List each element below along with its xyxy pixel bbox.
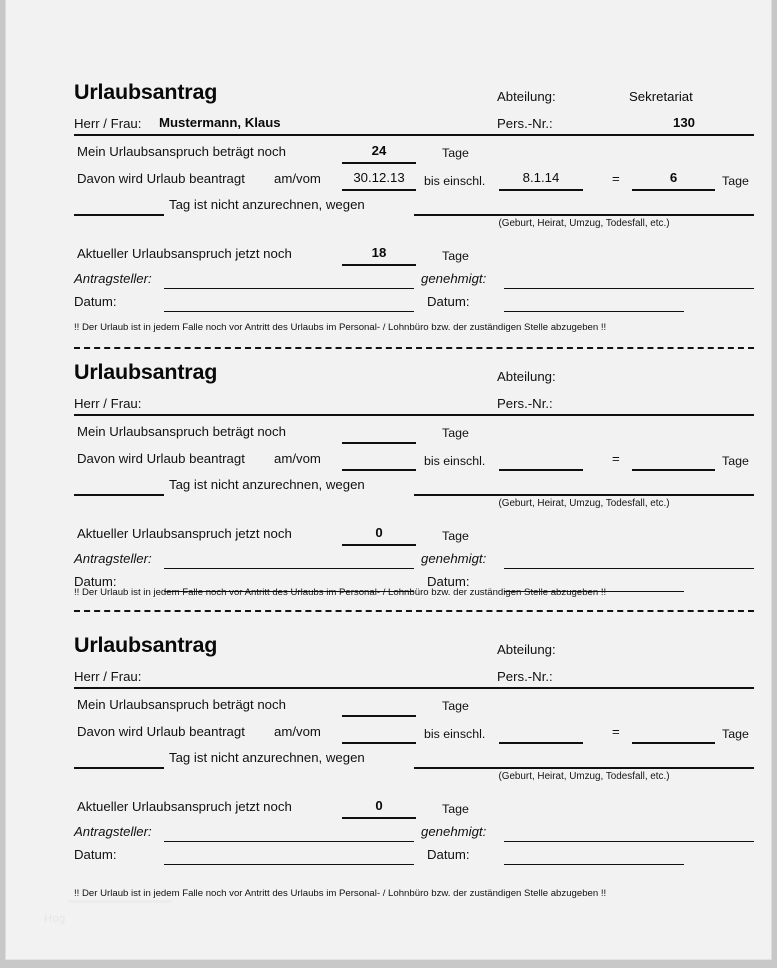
entitlement-days-unit: Tage [442, 426, 469, 440]
total-days-rule [632, 189, 715, 191]
tear-off-separator [74, 610, 754, 612]
personnel-no-value[interactable]: 130 [672, 115, 695, 130]
from-label: am/vom [274, 171, 321, 186]
reason-rule [414, 214, 754, 216]
date-from-rule [342, 742, 416, 744]
form-title: Urlaubsantrag [74, 80, 218, 104]
not-counted-label: Tag ist nicht anzurechnen, wegen [169, 197, 365, 212]
total-days-unit: Tage [722, 454, 749, 468]
requested-label: Davon wird Urlaub beantragt [77, 451, 245, 466]
personnel-no-label: Pers.-Nr.: [497, 116, 553, 131]
current-entitlement-label: Aktueller Urlaubsanspruch jetzt noch [77, 526, 292, 541]
applicant-label: Antragsteller: [74, 824, 152, 839]
applicant-label: Antragsteller: [74, 271, 152, 286]
current-days-value[interactable]: 18 [371, 245, 387, 260]
date-from-rule [342, 189, 416, 191]
personnel-no-label: Pers.-Nr.: [497, 669, 553, 684]
form-title: Urlaubsantrag [74, 633, 218, 657]
form-title: Urlaubsantrag [74, 360, 218, 384]
current-days-unit: Tage [442, 249, 469, 263]
current-days-rule [342, 544, 416, 546]
date-from-value[interactable]: 30.12.13 [353, 170, 405, 185]
submission-notice: !! Der Urlaub ist in jedem Falle noch vor Antritt des Urlaubs im Personal- / Lohnbüro bzw. der zuständigen Stelle abzugeben !! [74, 587, 607, 598]
submission-notice: !! Der Urlaub ist in jedem Falle noch vor Antritt des Urlaubs im Personal- / Lohnbüro bzw. der zuständigen Stelle abzugeben !! [74, 888, 607, 899]
scan-artifact-text: Hog [44, 913, 66, 925]
applicant-date-label: Datum: [74, 574, 117, 589]
total-days-unit: Tage [722, 727, 749, 741]
current-days-unit: Tage [442, 802, 469, 816]
current-days-rule [342, 817, 416, 819]
approved-label: genehmigt: [421, 551, 487, 566]
entitlement-days-value[interactable]: 24 [371, 143, 387, 158]
approver-date-rule [504, 864, 684, 865]
reason-hint: (Geburt, Heirat, Umzug, Todesfall, etc.) [498, 218, 670, 229]
applicant-signature-rule [164, 841, 414, 842]
current-entitlement-label: Aktueller Urlaubsanspruch jetzt noch [77, 246, 292, 261]
department-value[interactable]: Sekretariat [629, 89, 693, 104]
header-divider [74, 134, 754, 136]
approver-date-label: Datum: [427, 574, 470, 589]
approved-label: genehmigt: [421, 824, 487, 839]
not-counted-days-rule [74, 494, 164, 496]
applicant-signature-rule [164, 568, 414, 569]
entitlement-days-unit: Tage [442, 699, 469, 713]
date-from-rule [342, 469, 416, 471]
current-entitlement-label: Aktueller Urlaubsanspruch jetzt noch [77, 799, 292, 814]
entitlement-label: Mein Urlaubsanspruch beträgt noch [77, 697, 286, 712]
entitlement-label: Mein Urlaubsanspruch beträgt noch [77, 144, 286, 159]
department-label: Abteilung: [497, 89, 556, 104]
not-counted-days-rule [74, 767, 164, 769]
header-divider [74, 687, 754, 689]
not-counted-label: Tag ist nicht anzurechnen, wegen [169, 750, 365, 765]
reason-rule [414, 494, 754, 496]
current-days-value[interactable]: 0 [375, 798, 383, 813]
equals-label: = [612, 171, 620, 186]
total-days-rule [632, 469, 715, 471]
entitlement-days-unit: Tage [442, 146, 469, 160]
total-days-value[interactable]: 6 [669, 170, 678, 185]
approver-signature-rule [504, 568, 754, 569]
salutation-label: Herr / Frau: [74, 116, 142, 131]
department-label: Abteilung: [497, 642, 556, 657]
tear-off-separator [74, 347, 754, 349]
entitlement-days-rule [342, 715, 416, 717]
current-days-value[interactable]: 0 [375, 525, 383, 540]
approver-signature-rule [504, 841, 754, 842]
date-until-rule [499, 742, 583, 744]
reason-hint: (Geburt, Heirat, Umzug, Todesfall, etc.) [498, 771, 670, 782]
until-label: bis einschl. [424, 174, 486, 188]
requested-label: Davon wird Urlaub beantragt [77, 724, 245, 739]
department-label: Abteilung: [497, 369, 556, 384]
personnel-no-label: Pers.-Nr.: [497, 396, 553, 411]
requested-label: Davon wird Urlaub beantragt [77, 171, 245, 186]
applicant-date-label: Datum: [74, 847, 117, 862]
from-label: am/vom [274, 724, 321, 739]
entitlement-days-rule [342, 162, 416, 164]
applicant-date-rule [164, 311, 414, 312]
current-days-unit: Tage [442, 529, 469, 543]
entitlement-days-rule [342, 442, 416, 444]
approver-date-rule [504, 311, 684, 312]
approver-signature-rule [504, 288, 754, 289]
equals-label: = [612, 451, 620, 466]
applicant-date-label: Datum: [74, 294, 117, 309]
total-days-rule [632, 742, 715, 744]
total-days-unit: Tage [722, 174, 749, 188]
salutation-label: Herr / Frau: [74, 396, 142, 411]
approved-label: genehmigt: [421, 271, 487, 286]
date-until-rule [499, 189, 583, 191]
submission-notice: !! Der Urlaub ist in jedem Falle noch vor Antritt des Urlaubs im Personal- / Lohnbüro bzw. der zuständigen Stelle abzugeben !! [74, 322, 607, 333]
scan-artifact-band [68, 900, 172, 903]
approver-date-label: Datum: [427, 294, 470, 309]
equals-label: = [612, 724, 620, 739]
until-label: bis einschl. [424, 727, 486, 741]
applicant-label: Antragsteller: [74, 551, 152, 566]
header-divider [74, 414, 754, 416]
salutation-label: Herr / Frau: [74, 669, 142, 684]
document-page [5, 0, 772, 960]
current-days-rule [342, 264, 416, 266]
not-counted-label: Tag ist nicht anzurechnen, wegen [169, 477, 365, 492]
not-counted-days-rule [74, 214, 164, 216]
date-until-value[interactable]: 8.1.14 [522, 170, 560, 185]
from-label: am/vom [274, 451, 321, 466]
reason-rule [414, 767, 754, 769]
date-until-rule [499, 469, 583, 471]
approver-date-label: Datum: [427, 847, 470, 862]
name-value[interactable]: Mustermann, Klaus [159, 115, 281, 130]
applicant-date-rule [164, 864, 414, 865]
applicant-signature-rule [164, 288, 414, 289]
until-label: bis einschl. [424, 454, 486, 468]
entitlement-label: Mein Urlaubsanspruch beträgt noch [77, 424, 286, 439]
reason-hint: (Geburt, Heirat, Umzug, Todesfall, etc.) [498, 498, 670, 509]
